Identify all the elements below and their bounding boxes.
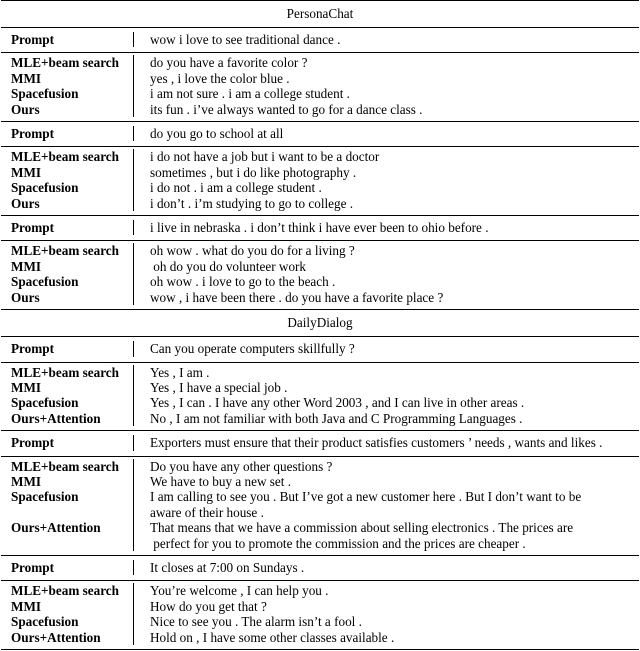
response-text: i do not . i am a college student . (150, 180, 322, 196)
response-text: Hold on , I have some other classes available . (150, 629, 395, 645)
model-label: Spacefusion (11, 86, 79, 102)
model-label: Ours+Attention (11, 520, 101, 536)
response-row (1, 55, 639, 70)
response-text: Nice to see you . The alarm isn’t a fool . (150, 614, 362, 630)
response-row (1, 290, 639, 305)
response-text: i don’t . i’m studying to go to college . (150, 195, 354, 211)
prompt-text: Exporters must ensure that their product satisfies customers ’ needs , wants and likes . (150, 435, 603, 451)
prompt-block (1, 121, 639, 146)
model-label: Ours (11, 195, 40, 211)
response-text: We have to buy a new set . (150, 473, 292, 489)
model-label: MMI (11, 70, 42, 86)
model-label: Ours (11, 289, 40, 305)
response-row (1, 71, 639, 86)
prompt-label: Prompt (11, 220, 54, 236)
response-text: its fun . i’ve always wanted to go for a dance class . (150, 101, 423, 117)
table-bottom-rule (1, 649, 639, 650)
model-label: MMI (11, 598, 42, 614)
prompt-row (1, 560, 639, 575)
model-label: Spacefusion (11, 395, 79, 411)
response-text: Yes , I have a special job . (150, 379, 288, 395)
prompt-label: Prompt (11, 559, 54, 575)
table-section (1, 309, 639, 649)
response-text: yes , i love the color blue . (150, 70, 290, 86)
response-block (1, 580, 639, 649)
prompt-block (1, 555, 639, 580)
response-block (1, 146, 639, 215)
response-row (1, 614, 639, 629)
prompt-label: Prompt (11, 341, 54, 357)
model-label: Ours+Attention (11, 410, 101, 426)
prompt-label: Prompt (11, 32, 54, 47)
model-label: MLE+beam search (11, 458, 119, 474)
prompt-block (1, 336, 639, 361)
response-row (1, 583, 639, 598)
prompt-text: i live in nebraska . i don’t think i have ever been to ohio before . (150, 220, 489, 236)
model-label: MMI (11, 473, 42, 489)
response-text: wow , i have been there . do you have a favorite place ? (150, 289, 444, 305)
response-text: I am calling to see you . But I’ve got a new customer here . But I don’t want to be aware of their house . (150, 489, 582, 520)
response-text: sometimes , but i do like photography . (150, 164, 357, 180)
response-row (1, 165, 639, 180)
prompt-label: Prompt (11, 435, 54, 451)
comparison-table (1, 0, 639, 650)
prompt-text: It closes at 7:00 on Sundays . (150, 559, 305, 575)
response-row (1, 459, 639, 474)
model-label: MLE+beam search (11, 243, 119, 259)
response-text: i am not sure . i am a college student . (150, 86, 350, 102)
prompt-text: do you go to school at all (150, 126, 284, 142)
response-row (1, 243, 639, 258)
prompt-row (1, 126, 639, 141)
response-text: No , I am not familiar with both Java and C Programming Languages . (150, 410, 523, 426)
response-text: do you have a favorite color ? (150, 55, 308, 71)
prompt-row (1, 341, 639, 356)
response-row (1, 149, 639, 164)
response-text: Yes , I can . I have any other Word 2003 , and I can live in other areas . (150, 395, 525, 411)
response-row (1, 86, 639, 101)
model-label: MLE+beam search (11, 364, 119, 380)
response-row (1, 489, 639, 520)
response-row (1, 102, 639, 117)
model-label: MLE+beam search (11, 583, 119, 599)
response-row (1, 259, 639, 274)
model-label: MMI (11, 379, 42, 395)
model-label: Spacefusion (11, 614, 79, 630)
prompt-row (1, 220, 639, 235)
response-text: i do not have a job but i want to be a doctor (150, 149, 380, 165)
model-label: Spacefusion (11, 489, 79, 505)
model-label: Spacefusion (11, 274, 79, 290)
response-row (1, 274, 639, 289)
response-row (1, 474, 639, 489)
model-label: Spacefusion (11, 180, 79, 196)
response-text: oh wow . i love to go to the beach . (150, 274, 336, 290)
response-block (1, 362, 639, 431)
response-text: Yes , I am . (150, 364, 210, 380)
response-row (1, 196, 639, 211)
response-text: oh do you do volunteer work (150, 258, 307, 274)
response-block (1, 456, 639, 555)
response-row (1, 599, 639, 614)
model-label: MMI (11, 258, 42, 274)
response-text: oh wow . what do you do for a living ? (150, 243, 355, 259)
response-row (1, 630, 639, 645)
response-row (1, 180, 639, 195)
model-label: MMI (11, 164, 42, 180)
model-label: MLE+beam search (11, 149, 119, 165)
model-label: Ours (11, 101, 40, 117)
response-row (1, 380, 639, 395)
prompt-block (1, 27, 639, 52)
response-text: That means that we have a commission about selling electronics . The prices are perfect for you to promote the commission and the prices are cheaper . (150, 520, 574, 551)
response-block (1, 52, 639, 121)
model-label: MLE+beam search (11, 55, 119, 71)
prompt-block (1, 215, 639, 240)
prompt-text: wow i love to see traditional dance . (150, 32, 341, 47)
response-row (1, 520, 639, 551)
prompt-row (1, 32, 639, 47)
prompt-text: Can you operate computers skillfully ? (150, 341, 355, 357)
prompt-block (1, 430, 639, 455)
table-section (1, 0, 639, 309)
response-row (1, 365, 639, 380)
response-text: Do you have any other questions ? (150, 458, 333, 474)
prompt-row (1, 435, 639, 450)
section-title: DailyDialog (1, 309, 639, 336)
response-block (1, 240, 639, 309)
model-label: Ours+Attention (11, 629, 101, 645)
prompt-label: Prompt (11, 126, 54, 142)
response-row (1, 395, 639, 410)
response-text: How do you get that ? (150, 598, 267, 614)
response-text: You’re welcome , I can help you . (150, 583, 329, 599)
response-row (1, 411, 639, 426)
section-title: PersonaChat (1, 0, 639, 27)
